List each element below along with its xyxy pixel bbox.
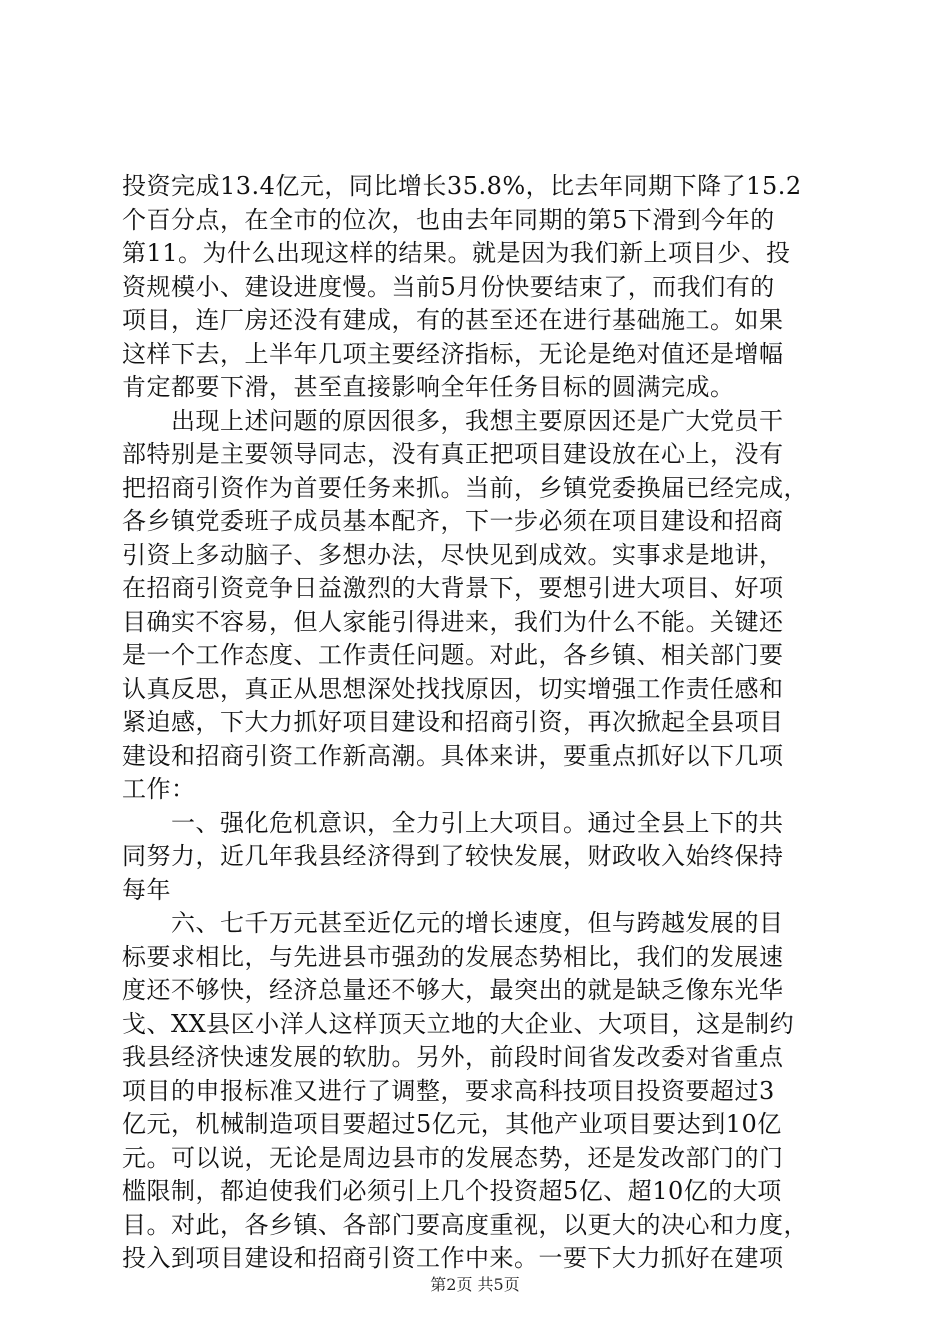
text-line: 项目，连厂房还没有建成，有的甚至还在进行基础施工。如果 — [122, 306, 784, 334]
text-line: 引资上多动脑子、多想办法，尽快见到成效。实事求是地讲， — [122, 540, 784, 569]
text-line: 个百分点，在全市的位次，也由去年同期的第5下滑到今年的 — [122, 205, 775, 234]
text-line: 出现上述问题的原因很多，我想主要原因还是广大党员干 — [122, 406, 784, 435]
text-line: 工作： — [122, 775, 196, 803]
text-line: 是一个工作态度、工作责任问题。对此，各乡镇、相关部门要 — [122, 641, 784, 669]
text-line: 戈、XX县区小洋人这样顶天立地的大企业、大项目，这是制约 — [122, 1009, 795, 1038]
page-number: 第2页 共5页 — [430, 1275, 520, 1294]
page-footer — [0, 1274, 950, 1296]
text-line: 每年 — [122, 875, 171, 904]
text-line: 把招商引资作为首要任务来抓。当前，乡镇党委换届已经完成， — [122, 473, 808, 502]
text-line: 投入到项目建设和招商引资工作中来。一要下大力抓好在建项 — [122, 1244, 784, 1272]
text-line: 第11。为什么出现这样的结果。就是因为我们新上项目少、投 — [122, 239, 791, 267]
text-line: 投资完成13.4亿元，同比增长35.8%，比去年同期下降了15.2 — [122, 172, 802, 200]
text-line: 六、七千万元甚至近亿元的增长速度，但与跨越发展的目 — [122, 909, 784, 937]
text-line: 这样下去，上半年几项主要经济指标，无论是绝对值还是增幅 — [122, 339, 784, 368]
text-line: 我县经济快速发展的软肋。另外，前段时间省发改委对省重点 — [122, 1043, 784, 1071]
text-line: 资规模小、建设进度慢。当前5月份快要结束了，而我们有的 — [122, 272, 775, 301]
text-line: 认真反思，真正从思想深处找找原因，切实增强工作责任感和 — [122, 674, 784, 703]
text-line: 元。可以说，无论是周边县市的发展态势，还是发改部门的门 — [122, 1143, 784, 1172]
text-line: 标要求相比，与先进县市强劲的发展态势相比，我们的发展速 — [122, 942, 784, 971]
text-line: 项目的申报标准又进行了调整，要求高科技项目投资要超过3 — [122, 1076, 775, 1105]
document-body — [122, 170, 842, 1276]
text-line: 部特别是主要领导同志，没有真正把项目建设放在心上，没有 — [122, 440, 784, 468]
text-line: 目确实不容易，但人家能引得进来，我们为什么不能。关键还 — [122, 607, 784, 636]
text-line: 一、强化危机意识，全力引上大项目。通过全县上下的共 — [122, 808, 784, 837]
text-line: 目。对此，各乡镇、各部门要高度重视，以更大的决心和力度， — [122, 1210, 808, 1239]
text-line: 建设和招商引资工作新高潮。具体来讲，要重点抓好以下几项 — [122, 741, 784, 770]
text-line: 亿元，机械制造项目要超过5亿元，其他产业项目要达到10亿 — [122, 1110, 782, 1138]
text-line: 肯定都要下滑，甚至直接影响全年任务目标的圆满完成。 — [122, 373, 735, 401]
text-line: 度还不够快，经济总量还不够大，最突出的就是缺乏像东光华 — [122, 976, 784, 1004]
text-line: 槛限制，都迫使我们必须引上几个投资超5亿、超10亿的大项 — [122, 1177, 782, 1205]
text-line: 同努力，近几年我县经济得到了较快发展，财政收入始终保持 — [122, 842, 784, 870]
text-line: 各乡镇党委班子成员基本配齐，下一步必须在项目建设和招商 — [122, 507, 784, 535]
text-line: 在招商引资竞争日益激烈的大背景下，要想引进大项目、好项 — [122, 574, 784, 602]
text-line: 紧迫感，下大力抓好项目建设和招商引资，再次掀起全县项目 — [122, 708, 784, 736]
